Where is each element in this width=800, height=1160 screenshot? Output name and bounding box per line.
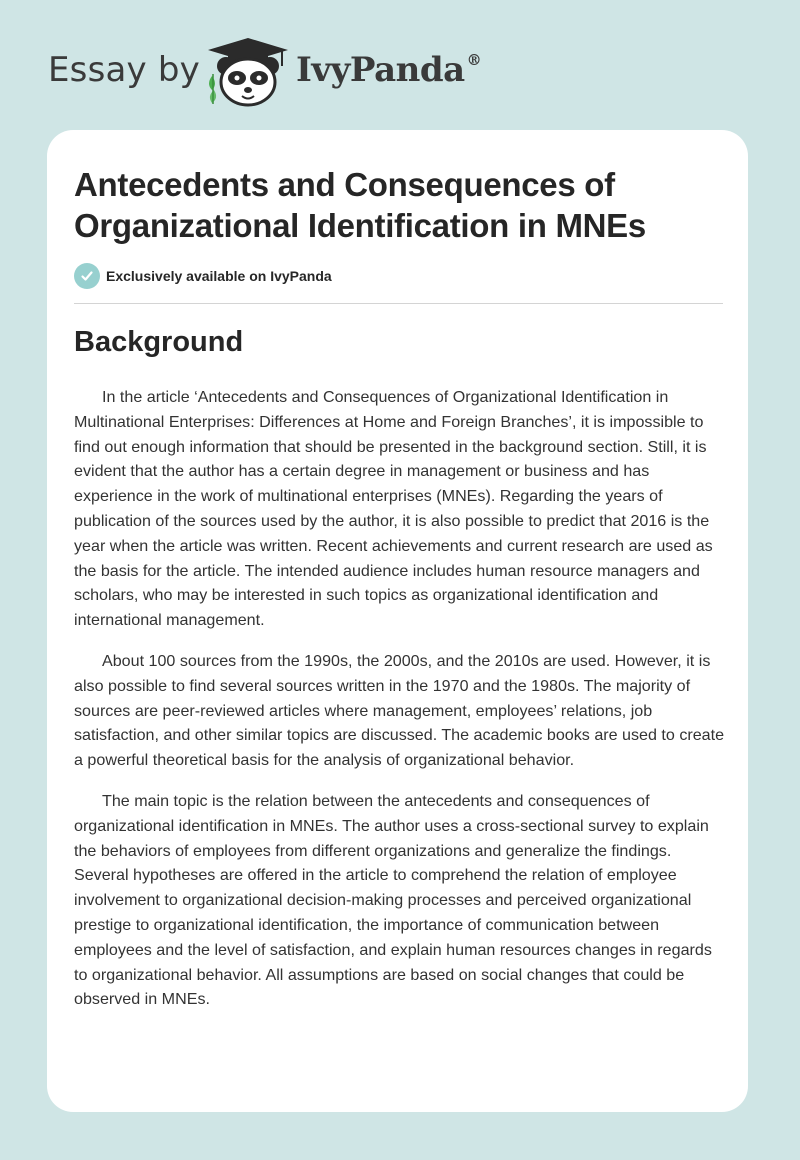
check-circle-icon: [74, 263, 100, 289]
article-body: [74, 385, 725, 1028]
paragraph: In the article ‘Antecedents and Consequences of Organizational Identification in Multinational Enterprises: Differences at Home and Foreign Branches’, it is impossible to find out enough information that should be presented in the background section. Still, it is evident that the author has a certain degree in management or business and has experience in the work of multinational enterprises (MNEs). Regarding the years of publication of the sources used by the author, it is also possible to predict that 2016 is the year when the article was written. Recent achievements and current research are used as the basis for the article. The intended audience includes human resource managers and scholars, who may be interested in such topics as organizational identification and international management.: [74, 388, 713, 630]
registered-mark: ®: [466, 50, 482, 69]
section-heading-background: Background: [74, 326, 244, 358]
exclusive-badge-text: Exclusively available on IvyPanda: [106, 268, 332, 284]
site-header: [48, 36, 488, 108]
exclusive-badge: [74, 263, 332, 289]
paragraph: The main topic is the relation between the antecedents and consequences of organizational identification in MNEs. The author uses a cross-sectional survey to explain the behaviors of employees from different organizations and generalize the findings. Several hypotheses are offered in the article to comprehend the relation of employee involvement to organizational decision-making processes and perceived organizational prestige to organizational identification, the importance of communication between employees and the level of satisfaction, and explain human resources changes in regards to organizational behavior. All assumptions are based on social changes that could be observed in MNEs.: [74, 791, 712, 1009]
paragraph: About 100 sources from the 1990s, the 2000s, and the 2010s are used. However, it is also possible to find several sources written in the 1970 and the 1980s. The majority of sources are peer-reviewed articles where management, employees’ relations, job satisfaction, and other similar topics are discussed. The academic books are used to create a powerful theoretical basis for the analysis of organizational behavior.: [74, 651, 725, 770]
divider: [74, 303, 723, 304]
essay-by-label: Essay by: [48, 50, 200, 90]
panda-graduate-logo-icon[interactable]: [202, 36, 294, 108]
brand-name[interactable]: IvyPanda ®: [296, 50, 482, 90]
essay-card: [47, 130, 748, 1112]
page-title: Antecedents and Consequences of Organizational Identification in MNEs: [74, 166, 646, 244]
